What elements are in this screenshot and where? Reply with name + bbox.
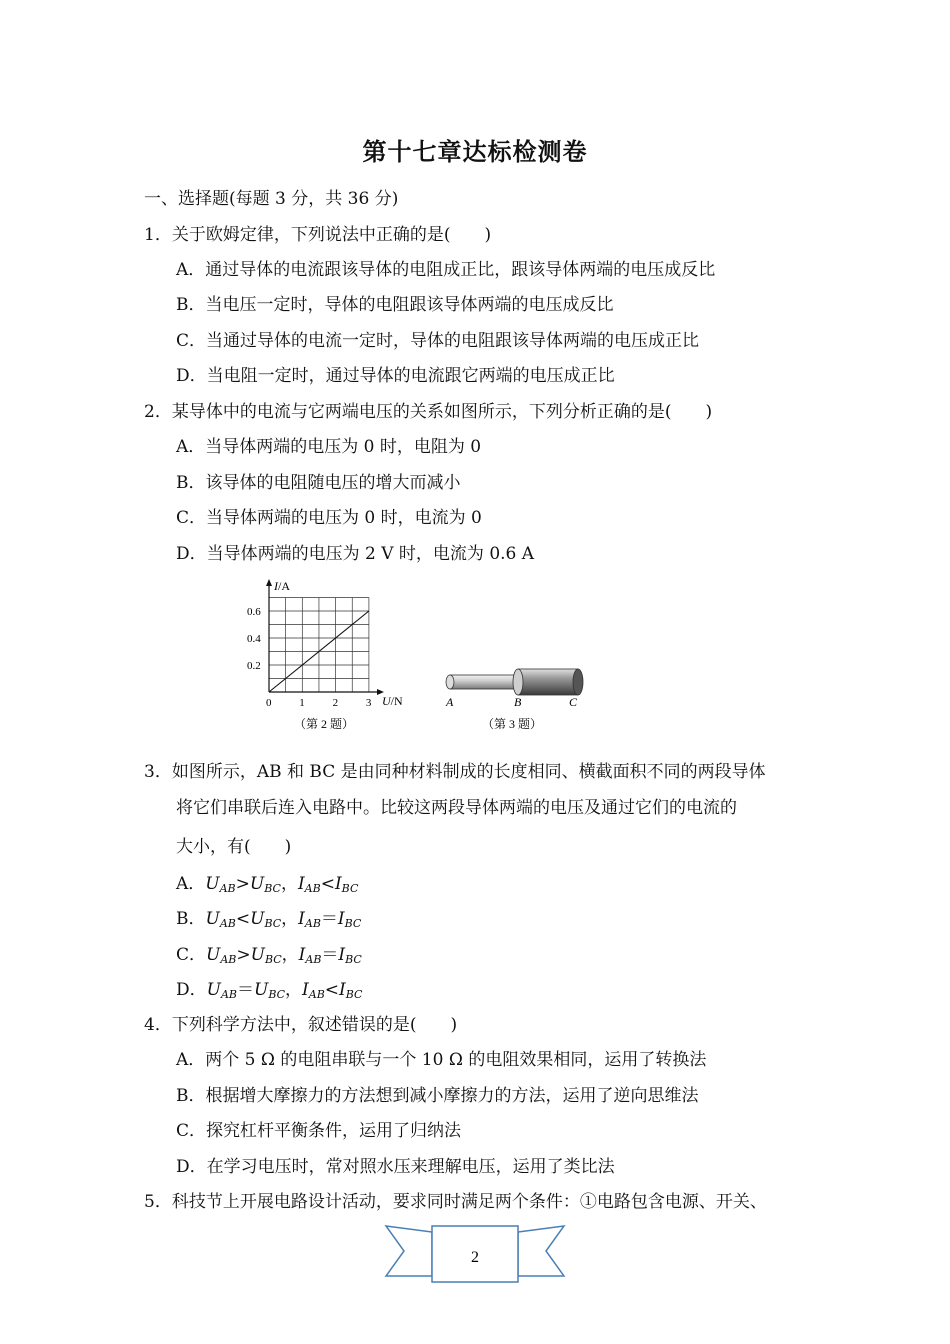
q3-option-b: B．$U_{AB}<U_{BC}$，$I_{AB}=I_{BC}$: [176, 909, 362, 930]
q3-stem-line-2: 将它们串联后连入电路中。比较这两段导体两端的电压及通过它们的电流的: [176, 798, 737, 818]
page-number: 2: [471, 1249, 479, 1266]
x-tick-label: 1: [299, 697, 305, 709]
figure-3-conductor: [438, 660, 598, 740]
q4-option-c: C．探究杠杆平衡条件，运用了归纳法: [176, 1121, 462, 1141]
q2-option-b: B．该导体的电阻随电压的增大而减小: [176, 473, 461, 493]
thick-segment-right-end: [573, 669, 583, 695]
q1-option-d: D．当电阻一定时，通过导体的电流跟它两端的电压成正比: [176, 366, 615, 386]
y-tick-label: 0.2: [247, 660, 261, 672]
q1-option-a: A．通过导体的电流跟该导体的电阻成正比，跟该导体两端的电压成反比: [176, 260, 716, 280]
thick-segment-bc: [518, 669, 578, 695]
y-axis-arrow: [266, 579, 272, 586]
x-tick-label: 0: [266, 697, 272, 709]
q3-option-a: A．$U_{AB}>U_{BC}$，$I_{AB}<I_{BC}$: [176, 874, 359, 895]
y-tick-label: 0.4: [247, 633, 261, 645]
x-tick-label: 3: [365, 697, 372, 709]
q4-option-a: A．两个 5 Ω 的电阻串联与一个 10 Ω 的电阻效果相同，运用了转换法: [176, 1050, 707, 1070]
figure-2-graph: [230, 575, 420, 735]
y-tick-label: 0.6: [247, 606, 261, 618]
q3-stem-line-1: 3．如图所示，AB 和 BC 是由同种材料制成的长度相同、横截面积不同的两段导体: [144, 762, 766, 782]
thin-segment-ab: [450, 675, 520, 689]
ribbon-right-tail: [518, 1226, 564, 1276]
label-c: C: [569, 695, 578, 709]
graph-grid: [269, 598, 369, 693]
q3-option-d: D．$U_{AB}=U_{BC}$，$I_{AB}<I_{BC}$: [176, 980, 363, 1001]
label-a: A: [446, 695, 454, 709]
q4-stem: 4．下列科学方法中，叙述错误的是( ): [144, 1015, 458, 1035]
q3-option-c: C．$U_{AB}>U_{BC}$，$I_{AB}=I_{BC}$: [176, 945, 362, 966]
y-axis-label: I/A: [274, 579, 290, 593]
ribbon-left-tail: [386, 1226, 432, 1276]
q1-option-b: B．当电压一定时，导体的电阻跟该导体两端的电压成反比: [176, 295, 614, 315]
q1-stem: 1．关于欧姆定律，下列说法中正确的是( ): [144, 225, 492, 245]
page-number-ribbon: [380, 1218, 570, 1288]
label-b: B: [514, 695, 522, 709]
q1-option-c: C．当通过导体的电流一定时，导体的电阻跟该导体两端的电压成正比: [176, 331, 700, 351]
q2-option-d: D．当导体两端的电压为 2 V 时，电流为 0.6 A: [176, 544, 535, 564]
q2-option-c: C．当导体两端的电压为 0 时，电流为 0: [176, 508, 482, 528]
figure-3-caption: （第 3 题）: [482, 717, 543, 731]
figure-2-caption: （第 2 题）: [294, 717, 355, 731]
page-title: 第十七章达标检测卷: [362, 138, 588, 166]
x-axis-label: U/N: [382, 694, 403, 708]
q5-stem-line-1: 5．科技节上开展电路设计活动，要求同时满足两个条件：①电路包含电源、开关、: [144, 1192, 767, 1212]
q2-option-a: A．当导体两端的电压为 0 时，电阻为 0: [176, 437, 482, 457]
q4-option-d: D．在学习电压时，常对照水压来理解电压，运用了类比法: [176, 1157, 615, 1177]
q2-stem: 2．某导体中的电流与它两端电压的关系如图所示，下列分析正确的是( ): [144, 402, 713, 422]
q3-stem-line-3: 大小，有( ): [176, 837, 292, 857]
thin-segment-end: [446, 675, 454, 689]
thick-segment-left-face: [513, 669, 523, 695]
section-heading: 一、选择题(每题 3 分，共 36 分): [144, 189, 399, 209]
x-tick-label: 2: [332, 697, 339, 709]
q4-option-b: B．根据增大摩擦力的方法想到减小摩擦力的方法，运用了逆向思维法: [176, 1086, 699, 1106]
